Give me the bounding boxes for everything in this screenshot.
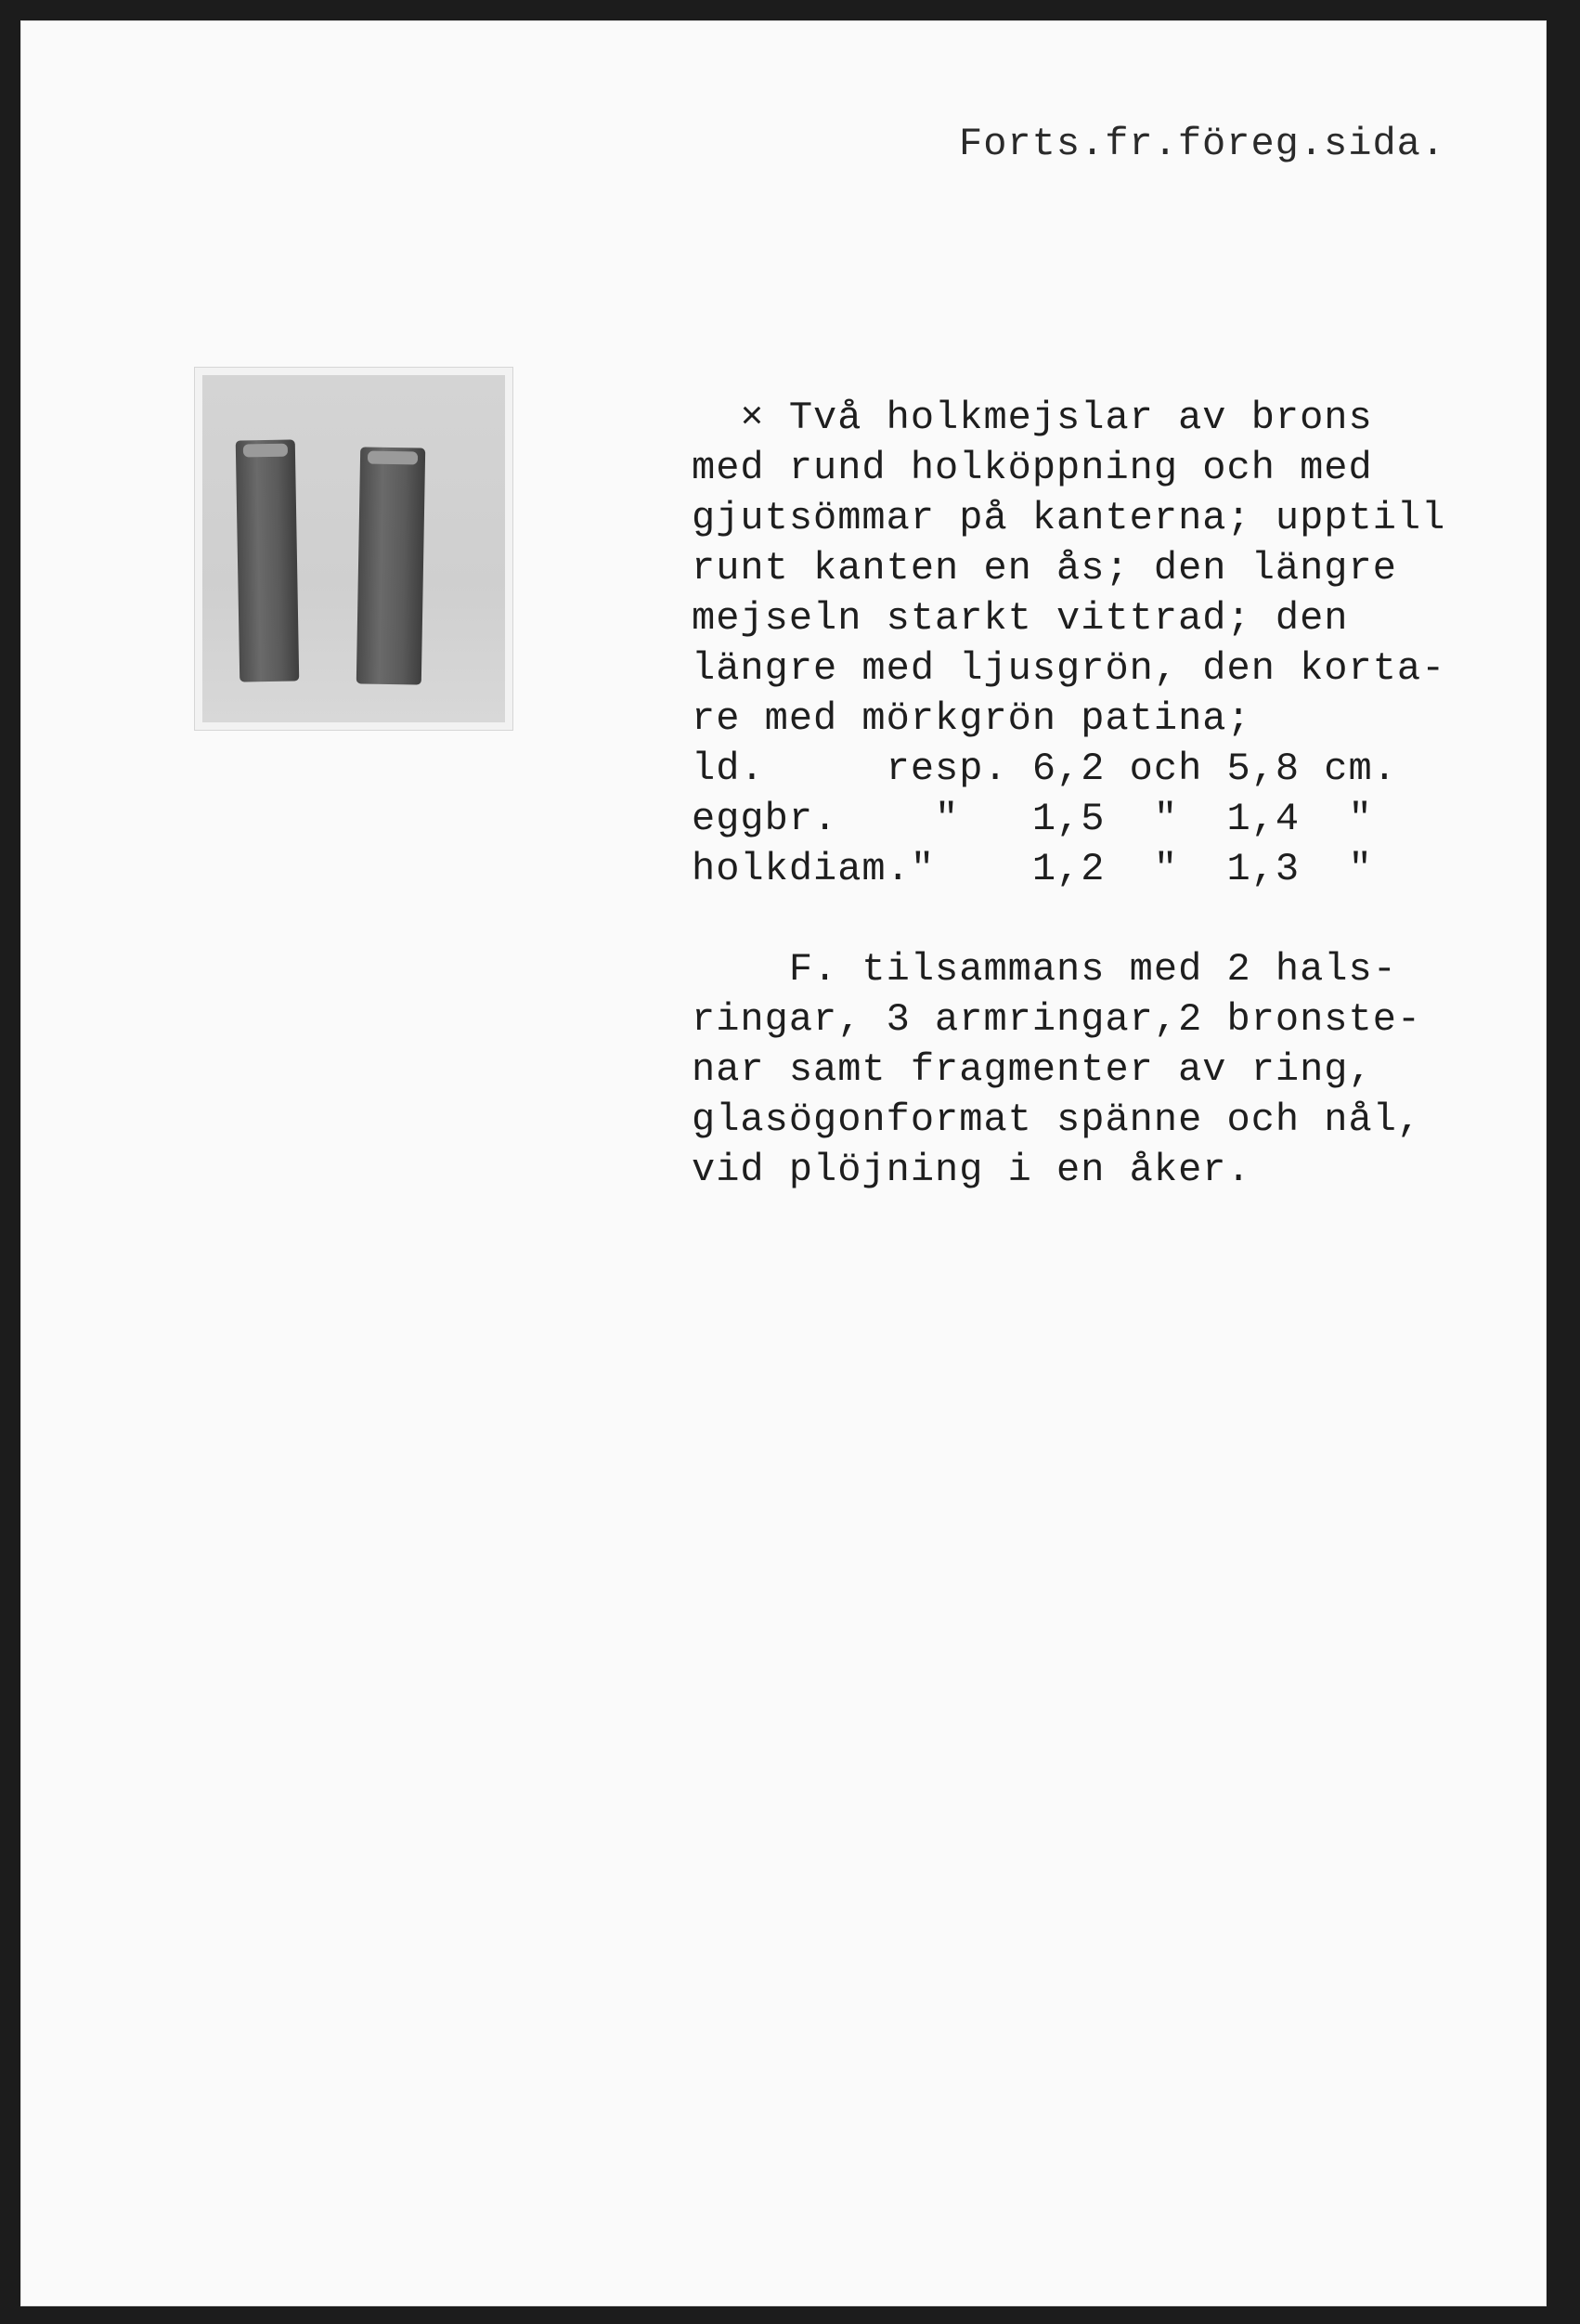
description-line: × Två holkmejslar av brons bbox=[692, 396, 1373, 440]
description-line: längre med ljusgrön, den korta- bbox=[692, 646, 1446, 691]
description-line: runt kanten en ås; den längre bbox=[692, 546, 1397, 591]
description-line: mejseln starkt vittrad; den bbox=[692, 596, 1349, 641]
spacer bbox=[692, 894, 1445, 944]
find-line: glasögonformat spänne och nål, bbox=[692, 1097, 1422, 1142]
continuation-note: Forts.fr.föreg.sida. bbox=[959, 122, 1446, 166]
description-line: med rund holköppning och med bbox=[692, 446, 1373, 490]
find-line: nar samt fragmenter av ring, bbox=[692, 1047, 1373, 1092]
card-text bbox=[692, 393, 1445, 1195]
description-line: gjutsömmar på kanterna; upptill bbox=[692, 496, 1446, 540]
catalog-card bbox=[20, 20, 1547, 2306]
measurement-line: ld. resp. 6,2 och 5,8 cm. bbox=[692, 747, 1397, 791]
find-line: F. tilsammans med 2 hals- bbox=[692, 947, 1397, 992]
find-line: ringar, 3 armringar,2 bronste- bbox=[692, 997, 1422, 1042]
find-line: vid plöjning i en åker. bbox=[692, 1148, 1251, 1192]
description-line: re med mörkgrön patina; bbox=[692, 696, 1251, 741]
bronze-socketed-chisels-photo-icon bbox=[202, 375, 505, 722]
measurement-line: eggbr. " 1,5 " 1,4 " bbox=[692, 797, 1373, 841]
measurement-line: holkdiam." 1,2 " 1,3 " bbox=[692, 847, 1373, 891]
chisel-right bbox=[356, 447, 425, 684]
artifact-photo bbox=[194, 367, 513, 731]
chisel-left bbox=[236, 439, 300, 682]
